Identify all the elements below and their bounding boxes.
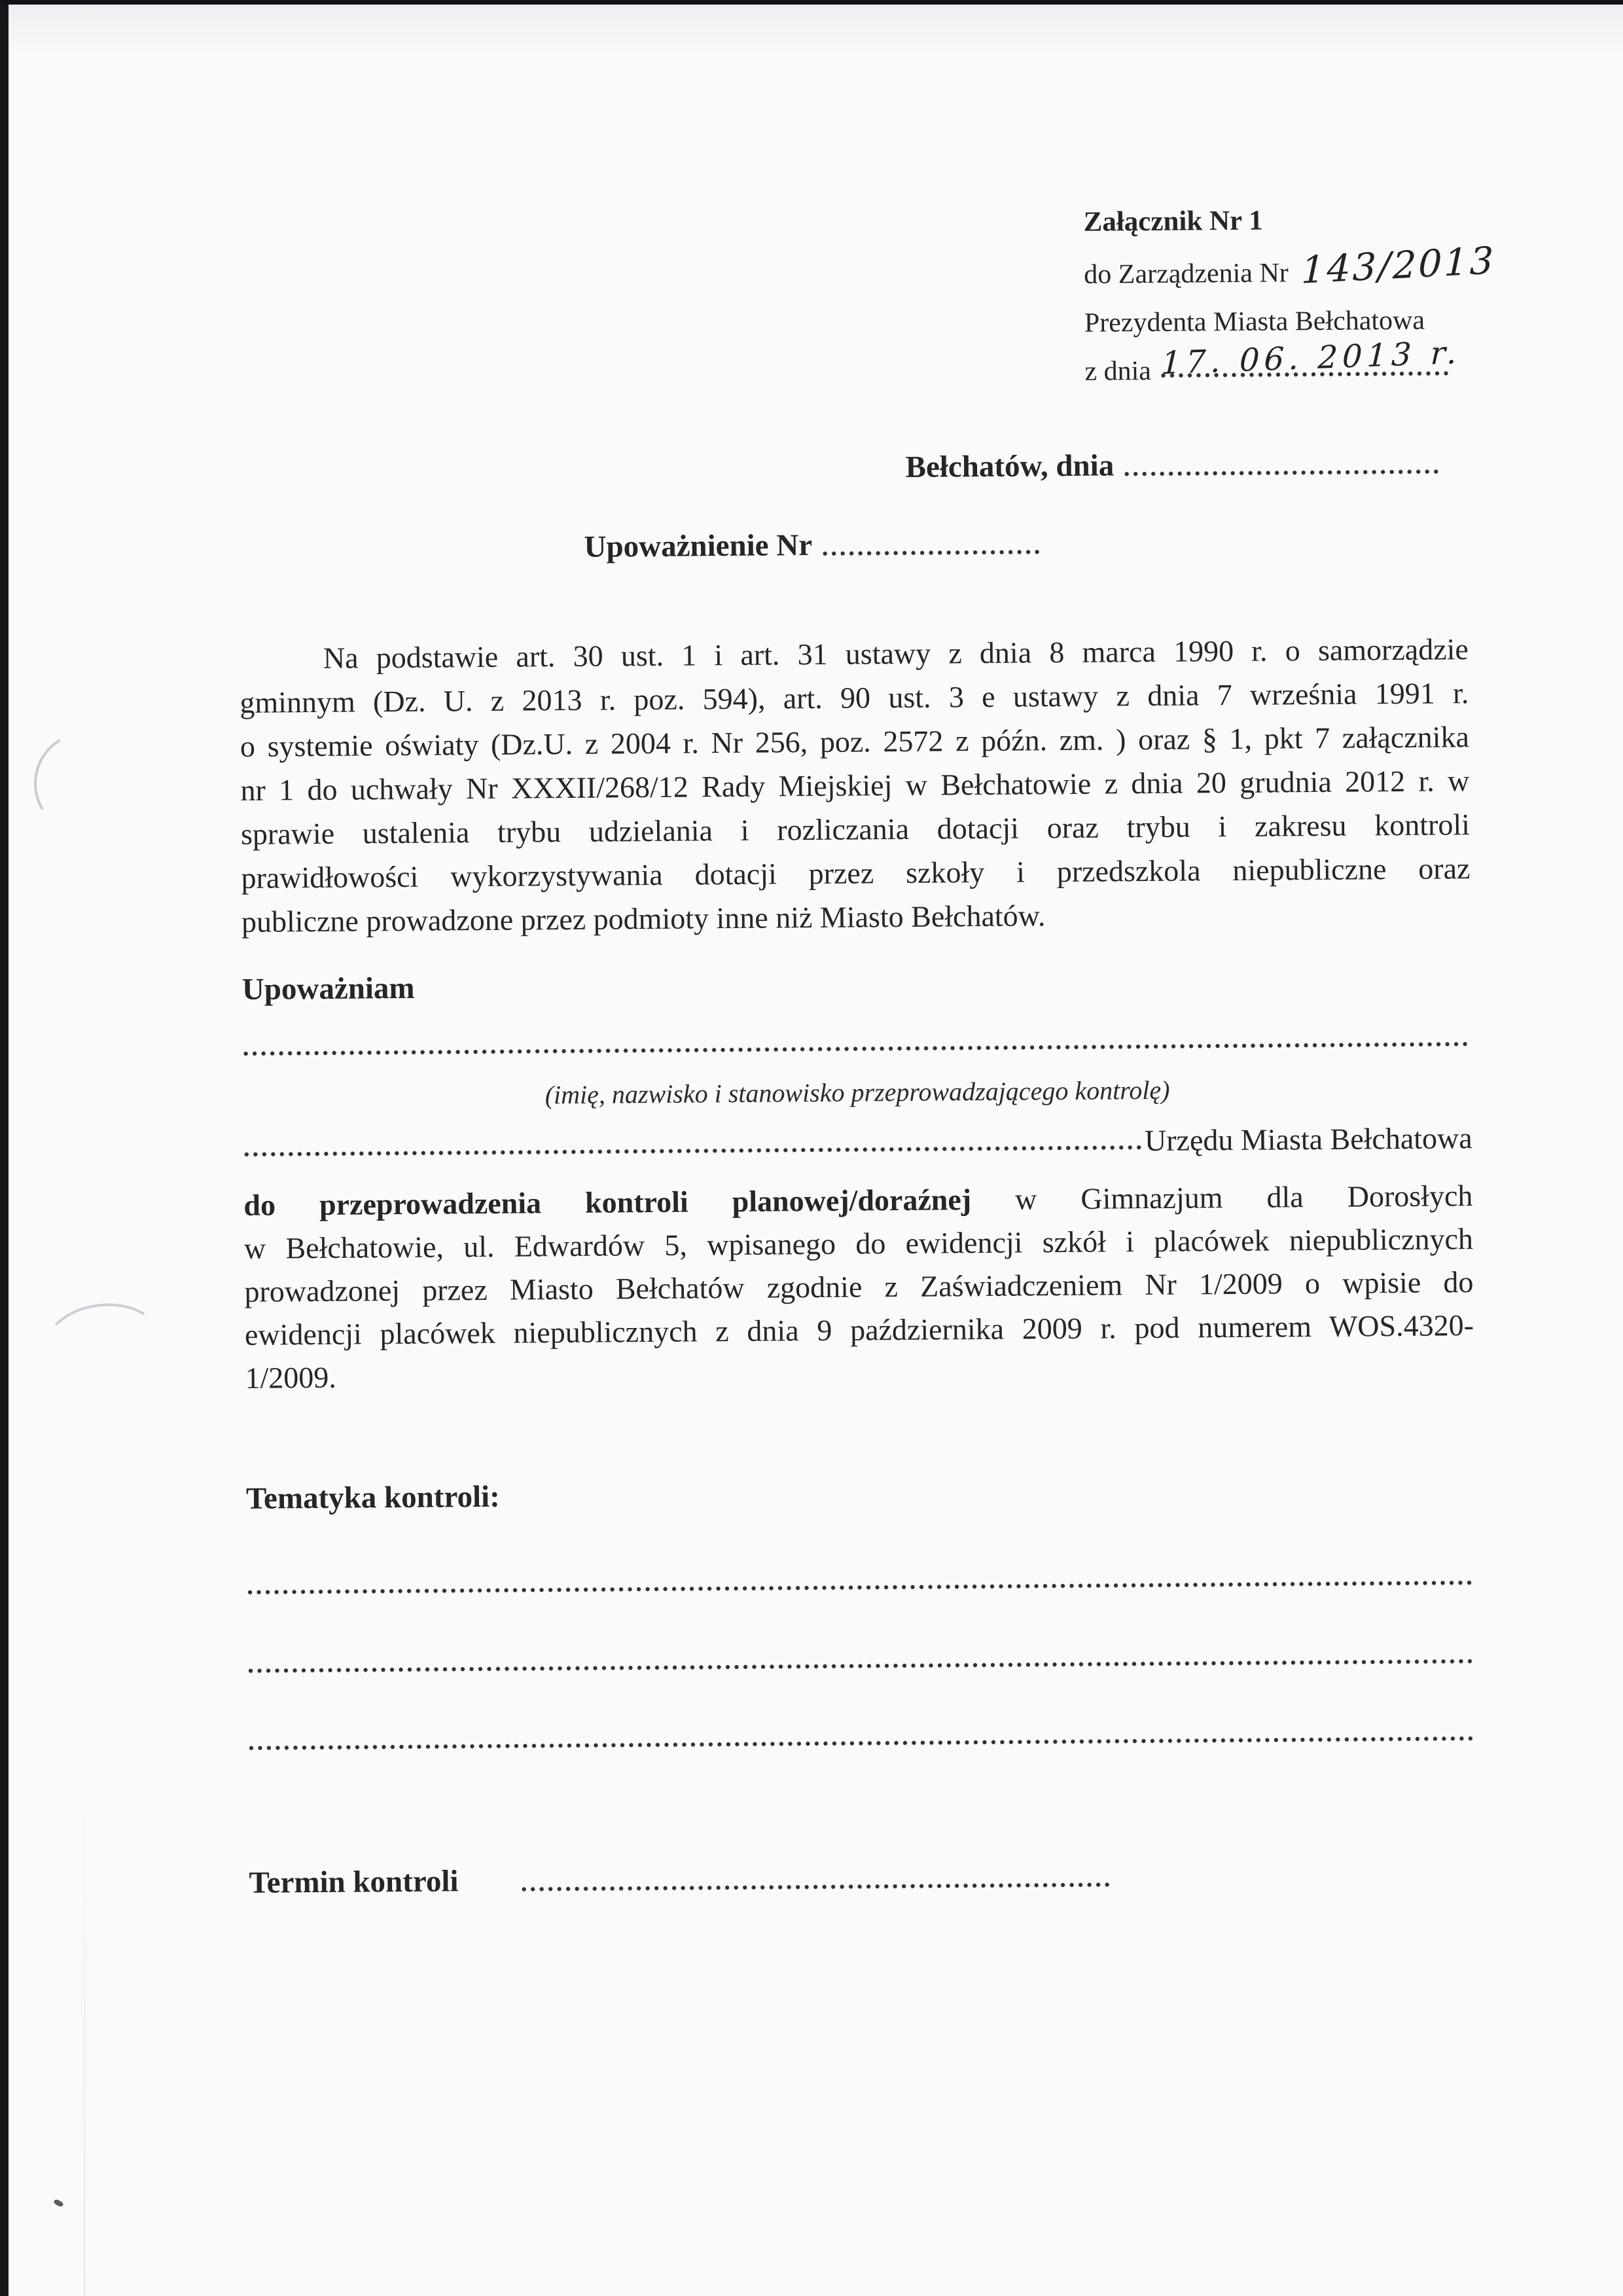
deadline-dotted-blank: [521, 1880, 1113, 1893]
paragraph-line: prawidłowości wykorzystywania dotacji przez szkoły i przedszkola niepubliczne oraz: [241, 852, 1471, 895]
paragraph-line: sprawie ustalenia trybu udzielania i rozliczania dotacji oraz trybu i zakresu kontroli: [240, 808, 1471, 851]
issue-date-line: [1084, 334, 1497, 396]
document-title: [584, 526, 1041, 564]
deadline-line: [249, 1858, 1113, 1900]
document-title-label: Upoważnienie Nr: [584, 528, 813, 564]
topics-heading: Tematyka kontroli:: [245, 1479, 500, 1516]
name-dotted-blank: [243, 1040, 1472, 1058]
ordinance-number-handwritten: 143/2013: [1301, 239, 1496, 293]
date-prefix: z dnia: [1084, 355, 1152, 387]
date-dotted-line: [1160, 334, 1463, 382]
dateline: [905, 445, 1440, 484]
topics-dotted-blank: [247, 1579, 1476, 1596]
title-number-dotted-blank: [821, 548, 1041, 558]
legal-basis-paragraph: [240, 627, 1471, 944]
paragraph-line: 1/2009.: [245, 1360, 336, 1395]
dateline-dotted-blank: [1123, 467, 1440, 478]
name-caption: (imię, nazwisko i stanowisko przeprowadzającego kontrolę): [544, 1075, 1170, 1110]
paragraph-line: nr 1 do uchwały Nr XXXII/268/12 Rady Miejskiej w Bełchatowie z dnia 20 grudnia 2012 r. w: [240, 764, 1470, 807]
topics-dotted-blank: [248, 1734, 1477, 1752]
issuer-line: Prezydenta Miasta Bełchatowa: [1084, 305, 1425, 338]
scope-bold-lead: do przeprowadzenia kontroli planowej/doraźnej: [243, 1183, 972, 1222]
ordinance-prefix: do Zarządzenia Nr: [1084, 258, 1289, 290]
topics-dotted-blank: [247, 1657, 1476, 1675]
ordinance-line: [1084, 239, 1496, 299]
attachment-title: Załącznik Nr 1: [1083, 205, 1263, 238]
paragraph-line: ewidencji placówek niepublicznych z dnia 9 października 2009 r. pod numerem WOS.4320-: [244, 1308, 1474, 1352]
paragraph-line: prowadzonej przez Miasto Bełchatów zgodnie z Zaświadczeniem Nr 1/2009 o wpisie do: [244, 1265, 1474, 1308]
paragraph-line: o systemie oświaty (Dz.U. z 2004 r. Nr 256, poz. 2572 z późn. zm. ) oraz § 1, pkt 7 załącznika: [240, 720, 1470, 763]
paragraph-line: publiczne prowadzone przez podmioty inne niż Miasto Bełchatów.: [241, 899, 1046, 939]
office-name: Urzędu Miasta Bełchatowa: [1144, 1121, 1472, 1158]
authorize-heading: Upoważniam: [241, 971, 415, 1007]
office-dotted-blank: [243, 1143, 1145, 1158]
scope-line1-rest: w Gimnazjum dla Dorosłych: [1014, 1179, 1473, 1216]
deadline-heading: Termin kontroli: [249, 1864, 459, 1900]
paragraph-line: gminnym (Dz. U. z 2013 r. poz. 594), art. 90 ust. 3 e ustawy z dnia 7 września 1991 r.: [240, 676, 1469, 719]
office-line: [243, 1121, 1472, 1165]
dateline-label: Bełchatów, dnia: [905, 448, 1115, 484]
date-handwritten: 17. 06. 2013 r.: [1160, 334, 1463, 382]
paragraph-line: Na podstawie art. 30 ust. 1 i art. 31 ustawy z dnia 8 marca 1990 r. o samorządzie: [323, 632, 1469, 675]
paragraph-line: w Bełchatowie, ul. Edwardów 5, wpisanego do ewidencji szkół i placówek niepublicznych: [243, 1222, 1474, 1265]
attachment-header: [1083, 195, 1497, 396]
scope-paragraph: [243, 1174, 1474, 1400]
